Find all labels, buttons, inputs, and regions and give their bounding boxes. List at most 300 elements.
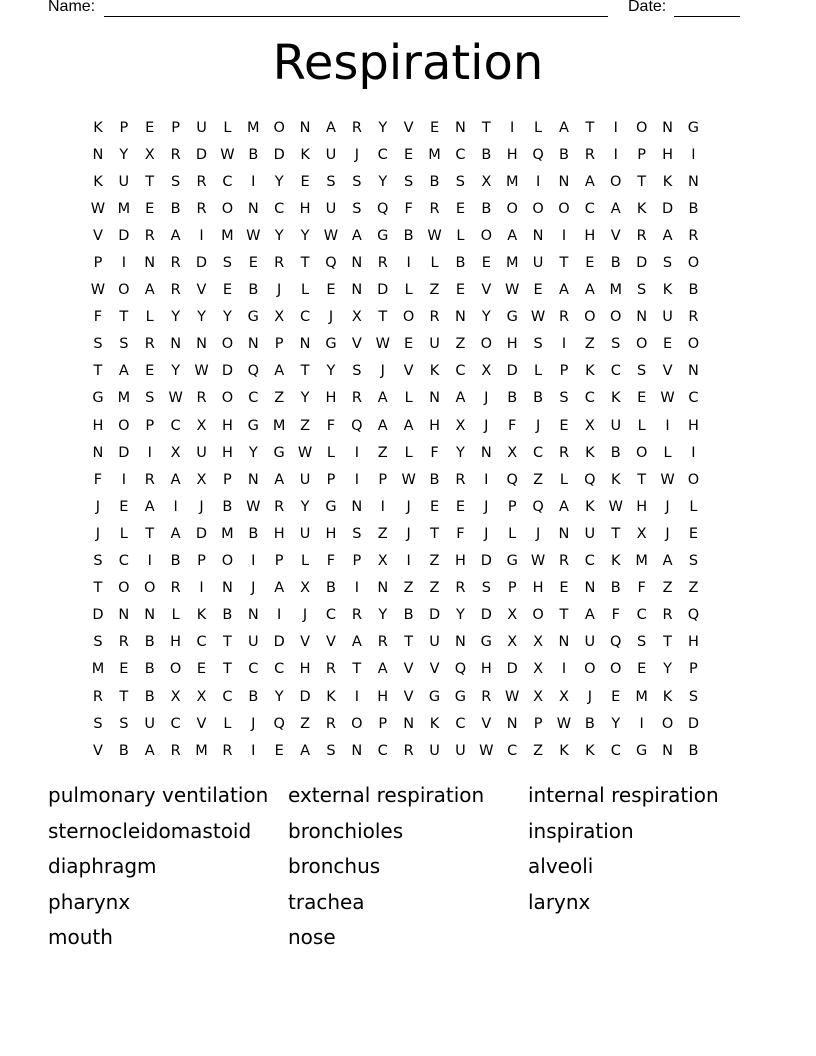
grid-letter: D	[273, 634, 285, 651]
grid-letter: I	[251, 553, 256, 570]
grid-letter: R	[196, 200, 207, 217]
grid-row	[85, 548, 733, 575]
grid-letter: C	[455, 363, 466, 380]
grid-letter: L	[534, 363, 543, 380]
grid-letter: O	[480, 336, 493, 353]
grid-letter: U	[196, 119, 207, 136]
grid-letter: N	[377, 580, 389, 597]
grid-letter: E	[300, 173, 310, 190]
grid-letter: K	[429, 715, 440, 732]
grid-letter: H	[221, 444, 233, 461]
grid-row	[85, 629, 733, 656]
grid-letter: R	[558, 309, 570, 326]
grid-letter: E	[429, 119, 440, 136]
grid-letter: L	[663, 444, 672, 461]
grid-letter: X	[196, 688, 207, 705]
grid-letter: D	[195, 146, 208, 163]
grid-letter: Z	[274, 390, 285, 407]
grid-letter: Y	[300, 390, 310, 407]
grid-letter: X	[636, 525, 647, 542]
grid-row	[85, 466, 733, 493]
grid-letter: U	[610, 417, 622, 434]
grid-letter: K	[93, 119, 103, 136]
grid-letter: Z	[300, 715, 311, 732]
grid-letter: T	[637, 173, 647, 190]
grid-letter: N	[403, 715, 415, 732]
grid-letter: J	[665, 498, 670, 515]
grid-letter: H	[506, 146, 518, 163]
grid-letter: G	[247, 417, 259, 434]
grid-letter: V	[403, 363, 414, 380]
grid-letter: F	[326, 553, 336, 570]
grid-letter: E	[119, 498, 129, 515]
grid-letter: F	[430, 444, 439, 461]
grid-letter: S	[93, 634, 103, 651]
grid-letter: H	[662, 146, 673, 163]
grid-letter: T	[93, 363, 103, 380]
grid-letter: L	[404, 282, 413, 299]
grid-letter: N	[247, 336, 259, 353]
grid-letter: E	[196, 661, 207, 678]
grid-letter: K	[585, 742, 595, 759]
grid-letter: R	[170, 255, 181, 272]
grid-letter: L	[534, 119, 543, 136]
grid-row	[85, 114, 733, 141]
grid-letter: B	[325, 580, 336, 597]
grid-letter: J	[354, 146, 359, 163]
grid-row	[85, 602, 733, 629]
grid-letter: U	[455, 742, 466, 759]
grid-letter: B	[610, 444, 621, 461]
grid-letter: Z	[377, 525, 388, 542]
grid-letter: N	[351, 498, 363, 515]
grid-letter: N	[454, 634, 466, 651]
grid-letter: B	[403, 227, 414, 244]
grid-letter: P	[223, 471, 232, 488]
grid-letter: L	[508, 525, 517, 542]
grid-letter: R	[558, 444, 570, 461]
grid-letter: T	[119, 688, 129, 705]
grid-letter: T	[119, 309, 129, 326]
grid-letter: S	[611, 336, 621, 353]
grid-letter: G	[273, 444, 285, 461]
grid-letter: E	[429, 498, 440, 515]
grid-letter: V	[92, 742, 103, 759]
grid-letter: V	[92, 227, 103, 244]
grid-letter: T	[559, 255, 569, 272]
grid-letter: X	[481, 363, 492, 380]
grid-letter: R	[170, 146, 181, 163]
grid-letter: S	[352, 525, 362, 542]
grid-letter: C	[325, 607, 337, 624]
grid-letter: Y	[300, 498, 310, 515]
grid-letter: V	[196, 282, 207, 299]
grid-letter: R	[92, 688, 103, 705]
grid-letter: B	[403, 607, 414, 624]
grid-letter: G	[325, 336, 337, 353]
grid-letter: A	[274, 363, 285, 380]
grid-letter: V	[351, 336, 362, 353]
grid-letter: N	[351, 255, 363, 272]
grid-letter: O	[118, 580, 130, 597]
grid-letter: J	[484, 390, 489, 407]
grid-letter: F	[637, 580, 646, 597]
grid-letter: P	[352, 553, 362, 570]
grid-letter: J	[665, 525, 670, 542]
grid-letter: D	[195, 525, 208, 542]
grid-letter: S	[352, 173, 362, 190]
grid-letter: B	[688, 742, 699, 759]
grid-letter: I	[121, 255, 126, 272]
grid-letter: O	[169, 661, 182, 678]
grid-letter: X	[351, 309, 362, 326]
grid-letter: I	[354, 580, 359, 597]
grid-letter: J	[484, 525, 489, 542]
grid-letter: N	[299, 119, 311, 136]
grid-letter: Z	[377, 444, 388, 461]
grid-letter: M	[272, 417, 286, 434]
grid-letter: S	[662, 255, 673, 272]
grid-letter: Q	[687, 607, 700, 624]
grid-letter: G	[428, 688, 441, 705]
grid-letter: Z	[429, 580, 440, 597]
grid-letter: M	[247, 119, 260, 136]
date-label: Date:	[628, 0, 667, 15]
grid-letter: O	[402, 309, 415, 326]
grid-letter: P	[378, 471, 388, 488]
grid-letter: E	[585, 255, 595, 272]
grid-letter: A	[274, 580, 285, 597]
grid-letter: R	[118, 634, 129, 651]
grid-letter: U	[196, 444, 207, 461]
name-label: Name:	[48, 0, 96, 15]
grid-letter: E	[455, 200, 465, 217]
grid-letter: N	[247, 200, 259, 217]
grid-letter: D	[661, 200, 674, 217]
grid-letter: D	[377, 282, 389, 299]
grid-letter: R	[377, 634, 388, 651]
grid-letter: X	[507, 444, 518, 461]
grid-letter: Z	[533, 471, 544, 488]
grid-letter: D	[195, 255, 208, 272]
grid-letter: L	[301, 282, 310, 299]
grid-letter: W	[220, 146, 235, 163]
grid-letter: J	[95, 498, 101, 515]
grid-letter: X	[274, 309, 285, 326]
grid-letter: H	[687, 634, 699, 651]
grid-letter: L	[404, 390, 413, 407]
grid-letter: I	[354, 444, 359, 461]
grid-letter: J	[199, 498, 204, 515]
grid-letter: W	[556, 715, 572, 732]
grid-letter: D	[506, 363, 518, 380]
grid-letter: Y	[171, 363, 181, 380]
grid-letter: B	[481, 200, 492, 217]
grid-letter: I	[613, 119, 618, 136]
grid-letter: W	[90, 282, 106, 299]
grid-letter: Z	[662, 580, 673, 597]
grid-letter: P	[378, 715, 388, 732]
grid-letter: C	[170, 715, 181, 732]
grid-letter: L	[689, 498, 698, 515]
grid-letter: B	[688, 282, 699, 299]
grid-letter: K	[636, 200, 647, 217]
grid-letter: P	[533, 715, 543, 732]
grid-letter: S	[352, 363, 362, 380]
grid-letter: W	[505, 688, 520, 705]
grid-letter: A	[144, 282, 155, 299]
grid-letter: E	[145, 200, 155, 217]
grid-letter: T	[145, 173, 155, 190]
grid-letter: C	[584, 390, 595, 407]
grid-letter: H	[429, 417, 440, 434]
grid-letter: K	[611, 553, 621, 570]
grid-letter: C	[118, 553, 129, 570]
grid-letter: V	[403, 661, 414, 678]
grid-letter: K	[662, 688, 673, 705]
grid-letter: H	[325, 390, 337, 407]
grid-letter: S	[404, 173, 414, 190]
grid-letter: B	[610, 255, 621, 272]
grid-letter: K	[585, 444, 595, 461]
grid-letter: H	[687, 417, 699, 434]
grid-letter: Y	[274, 227, 284, 244]
grid-letter: Y	[663, 661, 672, 678]
grid-letter: I	[406, 255, 411, 272]
grid-row	[85, 683, 733, 710]
grid-letter: W	[90, 200, 106, 217]
grid-letter: E	[222, 282, 232, 299]
grid-letter: P	[326, 471, 336, 488]
grid-letter: J	[380, 363, 385, 380]
grid-row	[85, 493, 733, 520]
grid-letter: Q	[454, 661, 467, 678]
grid-letter: X	[455, 417, 466, 434]
grid-letter: O	[118, 417, 130, 434]
grid-letter: K	[662, 282, 673, 299]
grid-letter: B	[481, 146, 492, 163]
grid-letter: I	[251, 742, 256, 759]
grid-letter: Q	[532, 146, 544, 163]
grid-letter: T	[404, 634, 414, 651]
grid-letter: Y	[378, 119, 388, 136]
grid-letter: A	[326, 119, 336, 136]
grid-row	[85, 520, 733, 547]
grid-letter: N	[299, 336, 311, 353]
grid-letter: R	[144, 227, 155, 244]
word-list-item: external respiration	[288, 783, 485, 807]
grid-letter: R	[325, 715, 336, 732]
grid-letter: F	[326, 417, 336, 434]
grid-letter: R	[584, 146, 595, 163]
grid-letter: B	[533, 390, 544, 407]
grid-letter: H	[584, 227, 596, 244]
grid-letter: M	[609, 282, 623, 299]
grid-letter: R	[196, 390, 207, 407]
grid-letter: K	[611, 471, 621, 488]
grid-letter: T	[481, 119, 491, 136]
grid-letter: Z	[455, 336, 466, 353]
grid-letter: L	[119, 525, 128, 542]
grid-letter: S	[119, 336, 129, 353]
grid-letter: N	[454, 309, 466, 326]
grid-letter: Y	[378, 607, 388, 624]
grid-letter: I	[613, 146, 618, 163]
grid-letter: P	[119, 119, 129, 136]
grid-letter: G	[247, 309, 259, 326]
grid-letter: Y	[197, 309, 206, 326]
grid-letter: A	[170, 227, 181, 244]
grid-letter: E	[637, 661, 647, 678]
grid-letter: C	[300, 309, 311, 326]
grid-letter: C	[377, 146, 388, 163]
grid-letter: R	[403, 742, 414, 759]
grid-letter: Q	[351, 417, 363, 434]
grid-letter: C	[274, 200, 285, 217]
grid-letter: I	[665, 417, 670, 434]
grid-letter: U	[299, 525, 311, 542]
grid-letter: K	[429, 363, 440, 380]
grid-letter: E	[119, 661, 129, 678]
grid-letter: E	[481, 255, 491, 272]
grid-letter: G	[377, 227, 389, 244]
grid-letter: H	[636, 498, 648, 515]
grid-letter: G	[506, 553, 518, 570]
grid-letter: N	[558, 173, 570, 190]
grid-letter: U	[118, 173, 130, 190]
grid-letter: H	[299, 661, 311, 678]
grid-letter: K	[300, 146, 310, 163]
grid-letter: E	[404, 336, 414, 353]
grid-letter: A	[662, 553, 673, 570]
grid-letter: H	[506, 336, 518, 353]
grid-row	[85, 304, 733, 331]
grid-letter: N	[351, 282, 363, 299]
grid-letter: C	[636, 607, 647, 624]
worksheet-header	[0, 0, 816, 20]
grid-letter: L	[430, 255, 439, 272]
grid-letter: A	[559, 119, 569, 136]
grid-letter: U	[584, 525, 596, 542]
grid-letter: N	[118, 607, 130, 624]
grid-letter: L	[223, 119, 232, 136]
grid-letter: W	[375, 336, 390, 353]
grid-letter: U	[429, 742, 440, 759]
grid-letter: E	[533, 282, 543, 299]
grid-letter: Y	[378, 173, 388, 190]
grid-letter: Y	[611, 715, 621, 732]
grid-letter: B	[610, 580, 621, 597]
grid-letter: Y	[171, 309, 181, 326]
grid-letter: U	[325, 200, 337, 217]
grid-letter: A	[351, 634, 362, 651]
grid-letter: T	[637, 471, 647, 488]
grid-letter: Y	[326, 363, 336, 380]
grid-letter: I	[561, 227, 567, 244]
grid-letter: H	[221, 417, 233, 434]
grid-letter: X	[507, 607, 518, 624]
grid-letter: U	[662, 309, 673, 326]
grid-letter: U	[299, 471, 311, 488]
grid-letter: L	[404, 444, 413, 461]
grid-letter: F	[508, 417, 517, 434]
word-list-item: bronchioles	[288, 818, 404, 843]
grid-letter: U	[532, 255, 544, 272]
grid-letter: O	[480, 227, 493, 244]
grid-letter: U	[247, 634, 259, 651]
grid-letter: D	[428, 607, 441, 624]
grid-row	[85, 710, 733, 737]
grid-letter: L	[637, 417, 646, 434]
grid-letter: I	[561, 336, 567, 353]
grid-letter: S	[559, 390, 569, 407]
grid-letter: Q	[325, 255, 337, 272]
grid-letter: H	[532, 580, 544, 597]
grid-letter: G	[92, 390, 104, 407]
grid-letter: O	[221, 390, 234, 407]
grid-letter: M	[91, 661, 105, 678]
grid-letter: Y	[274, 173, 284, 190]
grid-letter: T	[300, 363, 310, 380]
grid-letter: P	[689, 661, 698, 678]
grid-letter: S	[171, 173, 181, 190]
word-search-grid	[85, 114, 733, 764]
grid-letter: N	[144, 255, 156, 272]
grid-letter: C	[610, 363, 621, 380]
grid-letter: V	[610, 227, 621, 244]
grid-row	[85, 249, 733, 276]
grid-letter: E	[559, 417, 569, 434]
grid-letter: E	[404, 146, 414, 163]
grid-letter: J	[535, 417, 541, 434]
grid-letter: P	[637, 146, 647, 163]
grid-letter: N	[454, 119, 466, 136]
grid-letter: O	[635, 336, 648, 353]
grid-letter: R	[144, 471, 155, 488]
grid-letter: A	[377, 661, 388, 678]
grid-row	[85, 277, 733, 304]
grid-letter: B	[248, 525, 259, 542]
grid-letter: R	[351, 390, 362, 407]
grid-letter: R	[325, 661, 336, 678]
grid-letter: H	[92, 417, 104, 434]
grid-letter: W	[246, 498, 261, 515]
grid-letter: S	[637, 634, 647, 651]
grid-letter: A	[507, 227, 518, 244]
grid-letter: A	[170, 471, 181, 488]
grid-letter: N	[636, 309, 648, 326]
grid-letter: H	[480, 661, 492, 678]
grid-letter: R	[662, 607, 673, 624]
grid-letter: S	[352, 200, 362, 217]
grid-letter: O	[584, 661, 596, 678]
grid-letter: R	[170, 580, 181, 597]
grid-letter: O	[610, 309, 622, 326]
grid-letter: R	[351, 119, 362, 136]
grid-letter: C	[222, 173, 233, 190]
grid-letter: S	[637, 363, 647, 380]
grid-letter: R	[377, 255, 388, 272]
grid-letter: B	[170, 553, 181, 570]
grid-letter: V	[196, 715, 207, 732]
grid-letter: X	[507, 634, 518, 651]
grid-letter: V	[300, 634, 311, 651]
grid-letter: T	[559, 607, 569, 624]
grid-letter: N	[351, 742, 363, 759]
grid-letter: K	[662, 173, 673, 190]
grid-letter: U	[429, 634, 440, 651]
grid-letter: R	[144, 336, 155, 353]
